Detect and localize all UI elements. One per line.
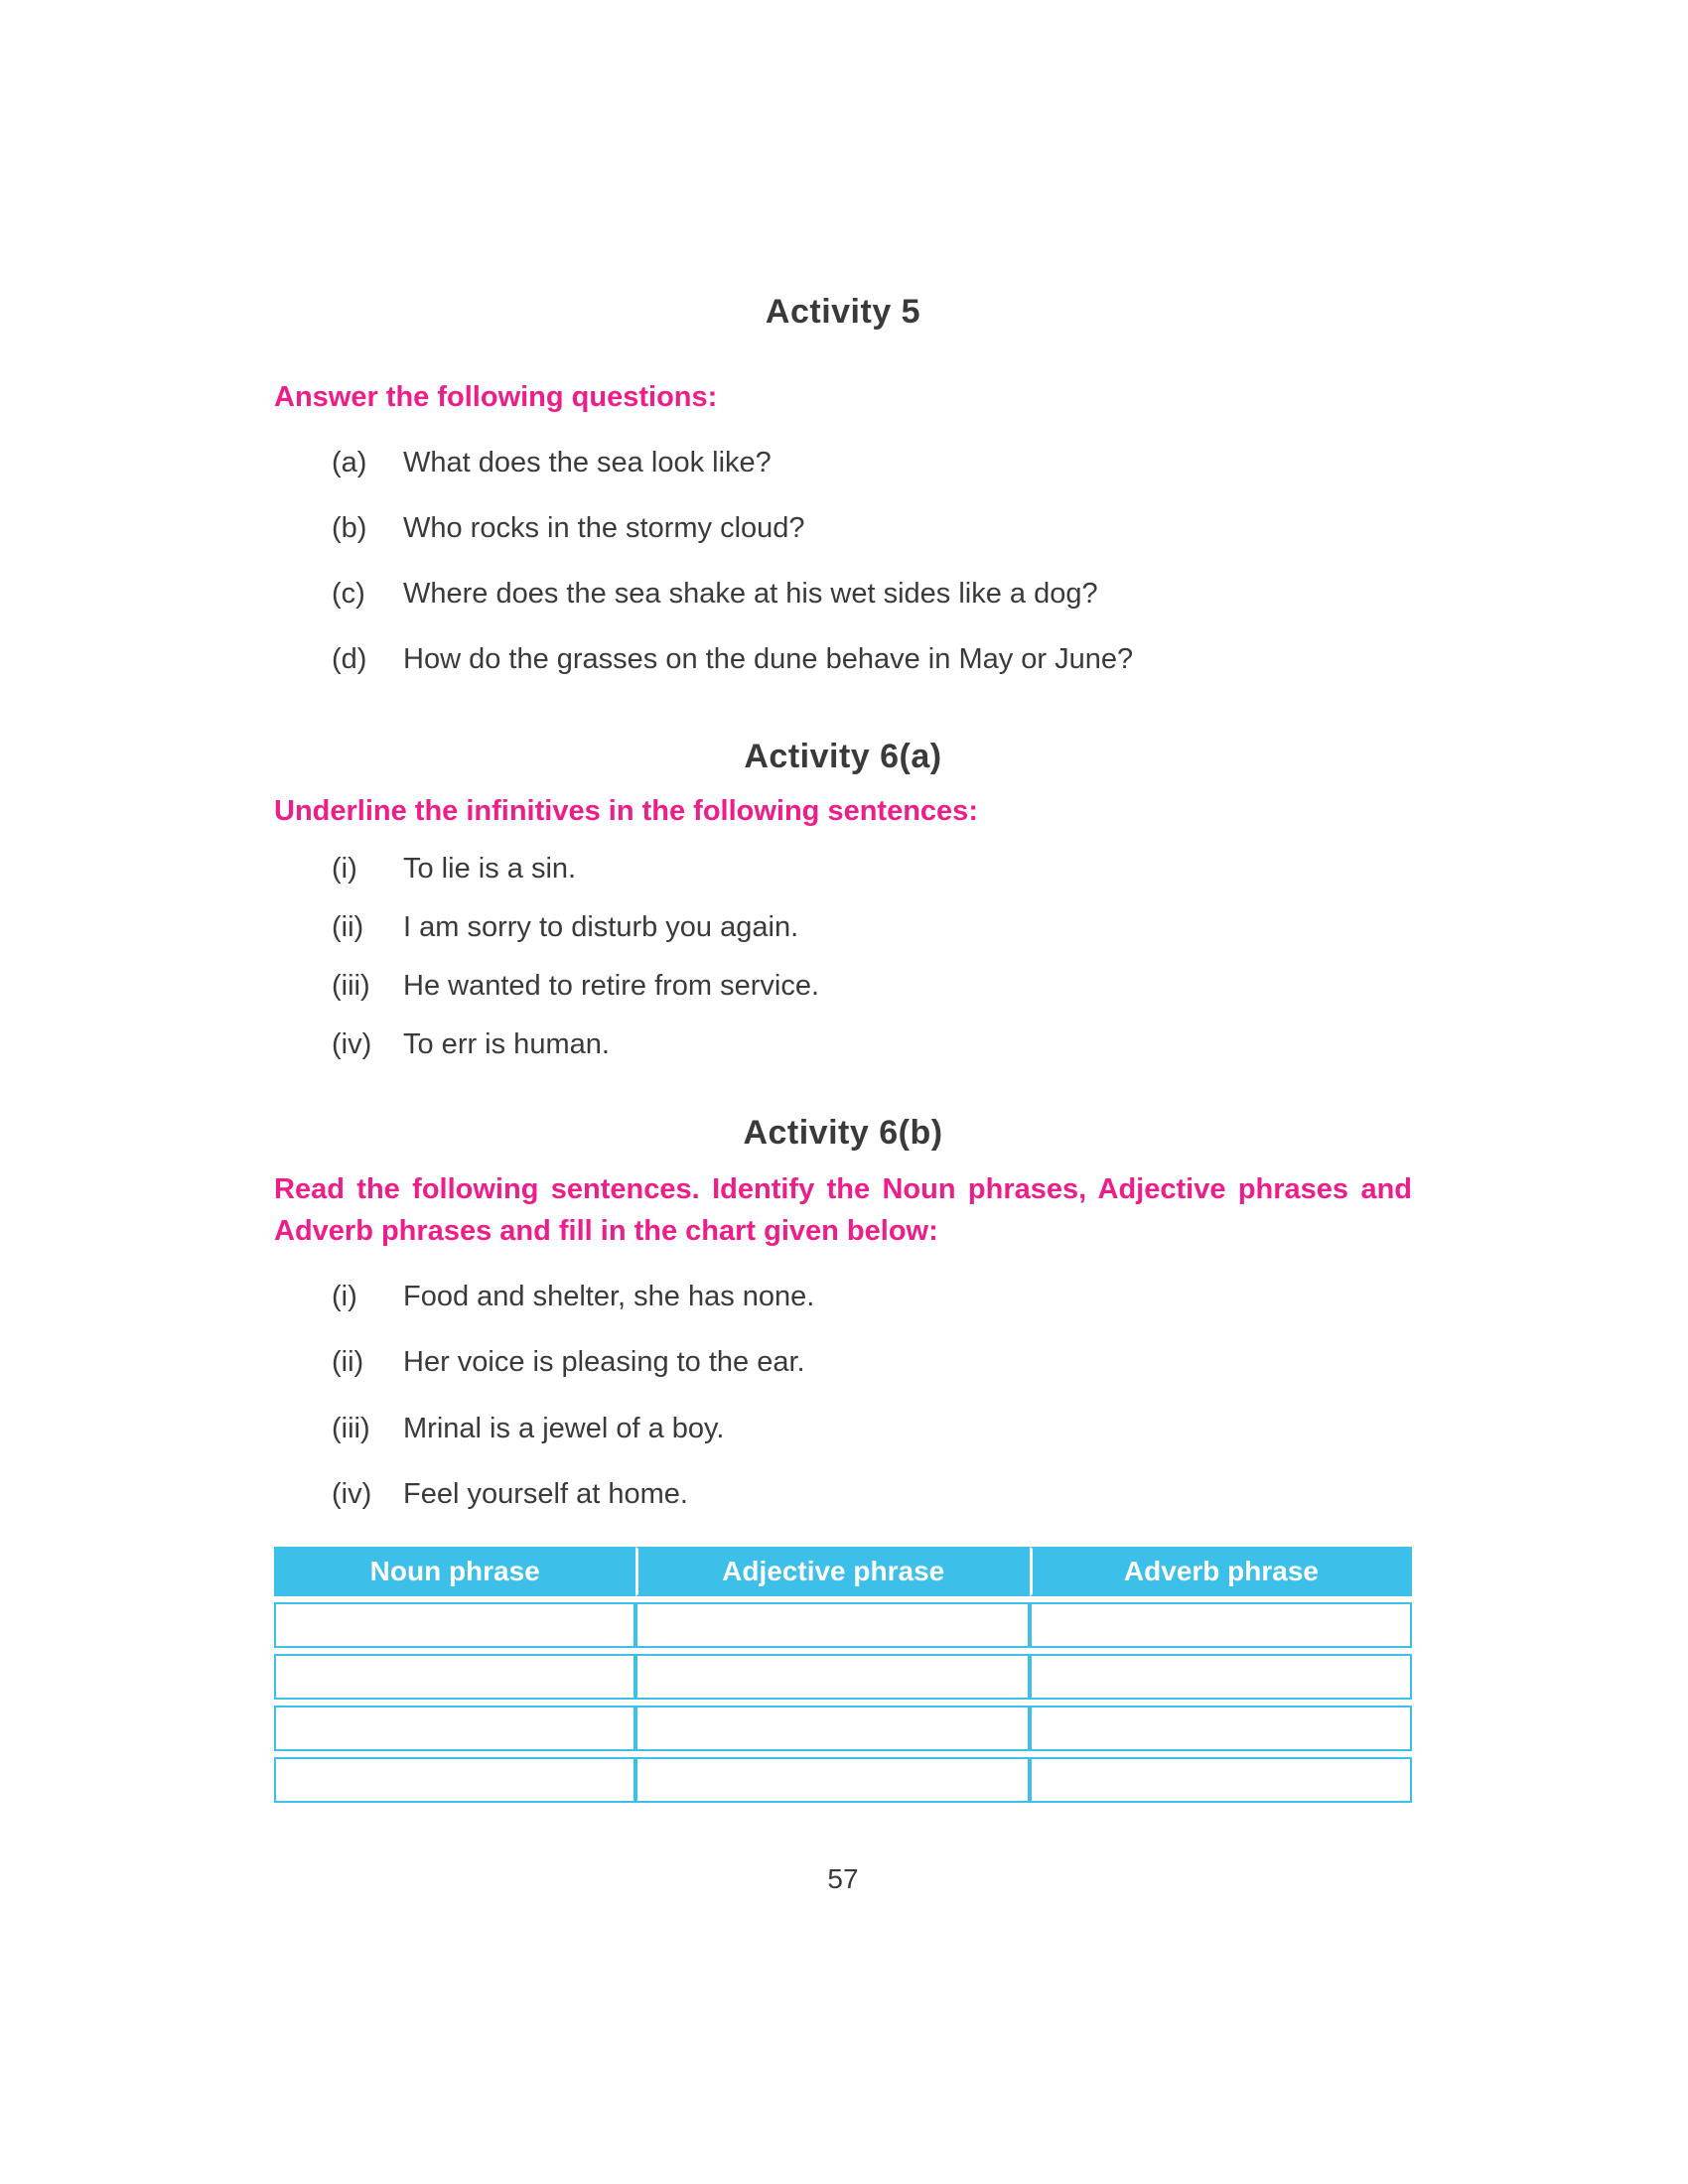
question-label: (b): [332, 512, 367, 545]
page-number: 57: [827, 1862, 859, 1894]
question-label: (d): [332, 643, 367, 676]
table-header-adverb-phrase: Adverb phrase: [1030, 1547, 1412, 1596]
sentence-text: To err is human.: [403, 1028, 610, 1061]
table-cell-empty: [635, 1654, 1030, 1700]
table-header-adjective-phrase: Adjective phrase: [635, 1547, 1030, 1596]
sentence-item: [274, 1475, 1412, 1514]
sentence-item: [274, 1278, 1412, 1316]
activity-5-instruction: Answer the following questions:: [274, 381, 718, 413]
question-item: [274, 444, 1412, 482]
sentence-label: (ii): [332, 910, 364, 943]
activity-6b-title: Activity 6(b): [743, 1114, 943, 1153]
activity-5-section: [274, 293, 1412, 680]
table-cell-empty: [635, 1757, 1030, 1803]
question-item: [274, 509, 1412, 548]
activity-6a-sentence-list: [274, 850, 1412, 1065]
sentence-label: (i): [332, 1281, 357, 1313]
activity-6a-title: Activity 6(a): [744, 737, 942, 775]
sentence-label: (iii): [332, 969, 370, 1002]
table-cell-empty: [274, 1602, 635, 1648]
sentence-item: [274, 850, 1412, 888]
question-text: How do the grasses on the dune behave in May or June?: [403, 643, 1134, 676]
table-cell-empty: [635, 1706, 1030, 1751]
sentence-text: Her voice is pleasing to the ear.: [403, 1346, 805, 1379]
sentence-text: I am sorry to disturb you again.: [403, 910, 799, 943]
sentence-label: (iv): [332, 1028, 372, 1061]
question-label: (c): [332, 578, 365, 611]
question-label: (a): [332, 447, 367, 479]
sentence-text: Feel yourself at home.: [403, 1477, 688, 1510]
sentence-text: Mrinal is a jewel of a boy.: [403, 1412, 725, 1444]
activity-6b-section: [274, 1114, 1412, 1809]
table-row: [274, 1757, 1412, 1803]
sentence-text: To lie is a sin.: [403, 852, 577, 885]
sentence-label: (iv): [332, 1477, 372, 1510]
table-cell-empty: [274, 1706, 635, 1751]
sentence-item: [274, 908, 1412, 947]
sentence-text: Food and shelter, she has none.: [403, 1281, 815, 1313]
table-cell-empty: [1030, 1757, 1412, 1803]
table-cell-empty: [274, 1654, 635, 1700]
table-cell-empty: [274, 1757, 635, 1803]
question-item: [274, 575, 1412, 614]
table-row: [274, 1706, 1412, 1751]
sentence-item: [274, 1025, 1412, 1064]
activity-5-title: Activity 5: [765, 293, 921, 331]
sentence-label: (iii): [332, 1412, 370, 1444]
table-row: [274, 1602, 1412, 1648]
table-cell-empty: [1030, 1706, 1412, 1751]
sentence-item: [274, 1410, 1412, 1448]
activity-5-question-list: [274, 444, 1412, 680]
table-cell-empty: [1030, 1654, 1412, 1700]
sentence-label: (i): [332, 852, 357, 885]
sentence-item: [274, 1343, 1412, 1382]
question-text: Where does the sea shake at his wet sides like a dog?: [403, 578, 1098, 611]
sentence-text: He wanted to retire from service.: [403, 969, 820, 1002]
question-item: [274, 640, 1412, 679]
question-text: What does the sea look like?: [403, 447, 772, 479]
table-cell-empty: [635, 1602, 1030, 1648]
activity-6b-instruction: Read the following sentences. Identify the Noun phrases, Adjective phrases and Adverb phrases and fill in the chart given below:: [274, 1173, 1412, 1248]
sentence-label: (ii): [332, 1346, 364, 1379]
phrase-chart-table: [274, 1541, 1412, 1809]
activity-6a-instruction: Underline the infinitives in the following sentences:: [274, 794, 978, 827]
activity-6a-section: [274, 738, 1412, 1065]
table-cell-empty: [1030, 1602, 1412, 1648]
question-text: Who rocks in the stormy cloud?: [403, 512, 805, 545]
sentence-item: [274, 967, 1412, 1006]
activity-6b-sentence-list: [274, 1278, 1412, 1514]
table-row: [274, 1654, 1412, 1700]
table-header-row: [274, 1547, 1412, 1596]
table-header-noun-phrase: Noun phrase: [274, 1547, 635, 1596]
